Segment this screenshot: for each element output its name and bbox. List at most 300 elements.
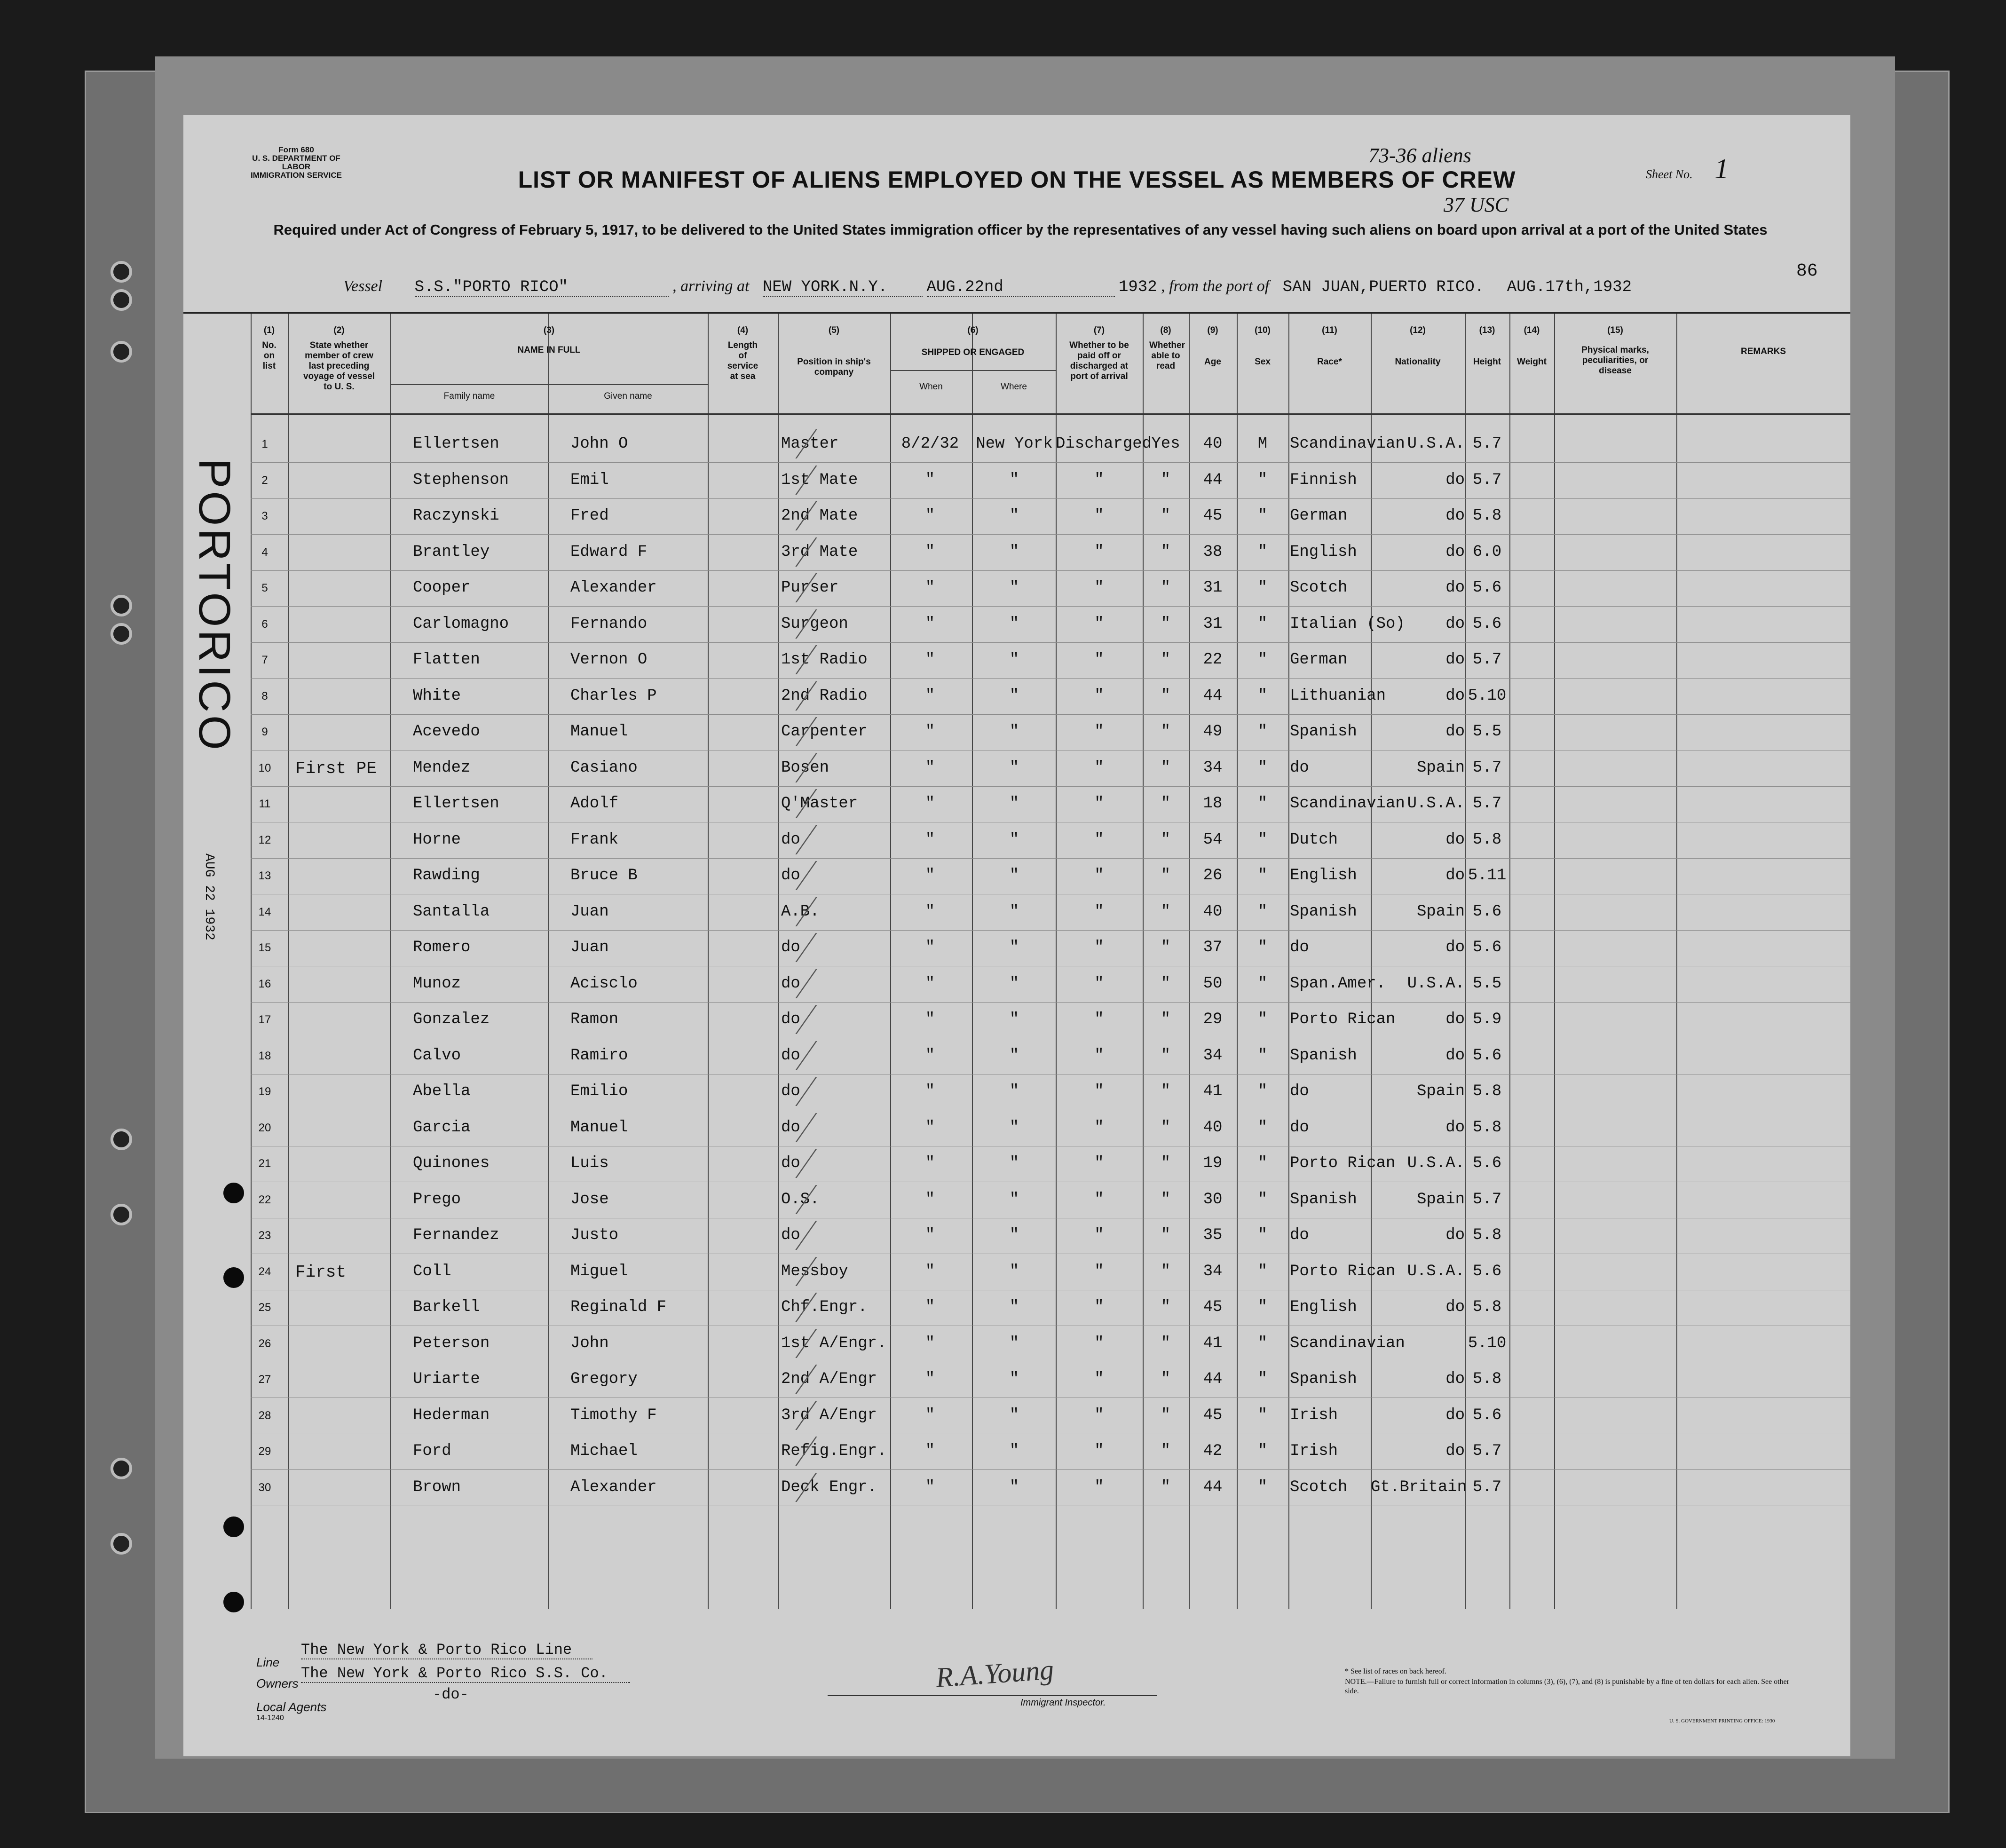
row-number: 1 xyxy=(261,438,268,450)
shipped-where: " xyxy=(1009,1046,1019,1065)
age: 37 xyxy=(1203,939,1223,956)
race: do xyxy=(1290,939,1309,956)
colhead-race: (11) Race* xyxy=(1317,325,1342,367)
table-row xyxy=(251,966,1850,1003)
paid-off: " xyxy=(1094,1442,1104,1460)
binder-hole xyxy=(111,1458,132,1479)
family-name: Brown xyxy=(413,1478,461,1496)
able-to-read: Yes xyxy=(1151,435,1180,453)
race: English xyxy=(1290,1298,1357,1316)
sheet-number: 1 xyxy=(1714,153,1729,184)
nationality: do xyxy=(1445,1370,1465,1388)
shipped-subdivider xyxy=(890,370,1056,371)
position: Refig.Engr. xyxy=(781,1442,887,1460)
sex: " xyxy=(1257,1478,1268,1496)
table-row xyxy=(251,535,1850,571)
row-number: 13 xyxy=(258,869,271,882)
position: do xyxy=(781,1046,800,1065)
table-row xyxy=(251,1362,1850,1398)
race: Spanish xyxy=(1290,902,1357,921)
height: 5.10 xyxy=(1468,687,1507,705)
height: 5.5 xyxy=(1472,974,1502,993)
able-to-read: " xyxy=(1161,795,1171,813)
family-name: Quinones xyxy=(413,1154,490,1172)
shipped-where: " xyxy=(1009,939,1019,956)
paid-off: " xyxy=(1094,507,1104,525)
table-row xyxy=(251,426,1850,463)
shipped-where: " xyxy=(1009,1334,1019,1352)
given-name: Ramiro xyxy=(570,1046,628,1065)
previous-voyage: First PE xyxy=(295,758,377,778)
table-row xyxy=(251,822,1850,859)
penalty-note: NOTE.—Failure to furnish full or correct information in columns (3), (6), (7), and (8) is punishable by a fine of ten dollars for each alien. See other side. xyxy=(1345,1678,1790,1695)
shipped-where: " xyxy=(1009,543,1019,561)
able-to-read: " xyxy=(1161,1118,1171,1137)
able-to-read: " xyxy=(1161,974,1171,993)
shipped-where: " xyxy=(1009,1011,1019,1028)
shipped-when: " xyxy=(925,651,935,669)
position: 1st Mate xyxy=(781,471,858,489)
shipped-where: " xyxy=(1009,1226,1019,1244)
nationality: do xyxy=(1445,1298,1465,1316)
colhead-where: Where xyxy=(1001,382,1027,392)
shipped-when: " xyxy=(925,1298,935,1316)
sex: " xyxy=(1257,471,1268,489)
position: 1st Radio xyxy=(781,651,868,669)
row-number: 3 xyxy=(261,510,268,522)
given-name: Edward F xyxy=(570,543,648,561)
position: Deck Engr. xyxy=(781,1478,877,1496)
age: 49 xyxy=(1203,723,1223,741)
printer-note: U. S. GOVERNMENT PRINTING OFFICE: 1930 xyxy=(1669,1718,1775,1724)
given-name: Bruce B xyxy=(570,867,638,885)
sex: " xyxy=(1257,507,1268,525)
vessel-stamp: PORTORICO xyxy=(190,458,239,753)
position: Purser xyxy=(781,579,839,597)
table-row xyxy=(251,714,1850,750)
able-to-read: " xyxy=(1161,902,1171,921)
shipped-when: " xyxy=(925,471,935,489)
handwritten-annotation: 73-36 aliens xyxy=(1368,144,1471,167)
nationality: do xyxy=(1445,543,1465,561)
sex: M xyxy=(1257,435,1268,453)
row-number: 19 xyxy=(258,1085,271,1098)
position: do xyxy=(781,1082,800,1100)
nationality: do xyxy=(1445,579,1465,597)
age: 31 xyxy=(1203,579,1223,597)
shipped-where: " xyxy=(1009,902,1019,921)
paid-off: " xyxy=(1094,939,1104,956)
table-row xyxy=(251,1290,1850,1326)
paid-off: " xyxy=(1094,1226,1104,1244)
race: English xyxy=(1290,543,1357,561)
row-number: 26 xyxy=(258,1337,271,1350)
sex: " xyxy=(1257,1334,1268,1352)
nationality: U.S.A. xyxy=(1407,974,1465,993)
nationality: U.S.A. xyxy=(1407,435,1465,453)
height: 5.8 xyxy=(1472,1298,1502,1316)
family-name: Raczynski xyxy=(413,507,499,525)
height: 6.0 xyxy=(1472,543,1502,561)
family-name: Prego xyxy=(413,1190,461,1208)
family-name: Hederman xyxy=(413,1406,490,1424)
shipped-when: " xyxy=(925,1118,935,1137)
position: 2nd Radio xyxy=(781,687,868,705)
sex: " xyxy=(1257,579,1268,597)
colhead-sex: (10) Sex xyxy=(1255,325,1271,367)
position: do xyxy=(781,867,800,885)
race: Italian (So) xyxy=(1290,615,1405,633)
row-number: 20 xyxy=(258,1121,271,1134)
table-row xyxy=(251,463,1850,499)
race: German xyxy=(1290,507,1348,525)
height: 5.6 xyxy=(1472,939,1502,956)
shipped-where: " xyxy=(1009,1154,1019,1172)
position: Carpenter xyxy=(781,723,868,741)
shipped-where: " xyxy=(1009,1478,1019,1496)
paid-off: " xyxy=(1094,974,1104,993)
position: Surgeon xyxy=(781,615,848,633)
table-row xyxy=(251,570,1850,607)
given-name: Juan xyxy=(570,902,609,921)
row-number: 22 xyxy=(258,1193,271,1206)
race: Lithuanian xyxy=(1290,687,1386,705)
height: 5.10 xyxy=(1468,1334,1507,1352)
shipped-where: " xyxy=(1009,1442,1019,1460)
given-name: Juan xyxy=(570,939,609,956)
race: Spanish xyxy=(1290,1190,1357,1208)
family-name: Mendez xyxy=(413,758,471,777)
sex: " xyxy=(1257,1262,1268,1280)
shipped-where: " xyxy=(1009,758,1019,777)
height: 5.9 xyxy=(1472,1011,1502,1028)
given-name: Manuel xyxy=(570,723,628,741)
able-to-read: " xyxy=(1161,1190,1171,1208)
nationality: Spain xyxy=(1416,1082,1465,1100)
shipped-when: " xyxy=(925,1046,935,1065)
row-number: 4 xyxy=(261,545,268,559)
binder-hole xyxy=(111,261,132,283)
able-to-read: " xyxy=(1161,1298,1171,1316)
age: 44 xyxy=(1203,471,1223,489)
nationality: do xyxy=(1445,1046,1465,1065)
given-name: Ramon xyxy=(570,1011,619,1028)
family-name: Santalla xyxy=(413,902,490,921)
nationality: U.S.A. xyxy=(1407,1262,1465,1280)
shipped-when: " xyxy=(925,1406,935,1424)
shipped-when: " xyxy=(925,1190,935,1208)
family-name: Ford xyxy=(413,1442,451,1460)
nationality: do xyxy=(1445,867,1465,885)
sex: " xyxy=(1257,758,1268,777)
sex: " xyxy=(1257,723,1268,741)
position: Master xyxy=(781,435,839,453)
position: do xyxy=(781,974,800,993)
nationality: do xyxy=(1445,1011,1465,1028)
paid-off: " xyxy=(1094,1046,1104,1065)
paid-off: " xyxy=(1094,471,1104,489)
departure-port: SAN JUAN,PUERTO RICO. xyxy=(1282,278,1485,296)
height: 5.7 xyxy=(1472,795,1502,813)
position: do xyxy=(781,1118,800,1137)
paid-off: " xyxy=(1094,1406,1104,1424)
sex: " xyxy=(1257,651,1268,669)
binder-hole xyxy=(111,341,132,363)
colhead-paid-off: (7) Whether to be paid off or discharged at port of arrival xyxy=(1069,325,1129,381)
paid-off: " xyxy=(1094,1262,1104,1280)
given-name: Alexander xyxy=(570,579,657,597)
age: 34 xyxy=(1203,758,1223,777)
shipped-when: " xyxy=(925,1154,935,1172)
agents-label: Local Agents xyxy=(256,1700,327,1714)
shipped-when: " xyxy=(925,795,935,813)
table-row xyxy=(251,1038,1850,1074)
height: 5.5 xyxy=(1472,723,1502,741)
row-number: 9 xyxy=(261,726,268,738)
race: do xyxy=(1290,758,1309,777)
nationality: do xyxy=(1445,687,1465,705)
colhead-previous-voyage: (2) State whether member of crew last preceding voyage of vessel to U. S. xyxy=(303,325,375,392)
family-name: Romero xyxy=(413,939,471,956)
manifest-subtitle: Required under Act of Congress of February 5, 1917, to be delivered to the United States immigration officer by the representatives of any vessel having such aliens on board upon arrival at a port of the United States xyxy=(273,221,1768,238)
height: 5.7 xyxy=(1472,471,1502,489)
given-name: Emil xyxy=(570,471,609,489)
height: 5.6 xyxy=(1472,1406,1502,1424)
height: 5.7 xyxy=(1472,1442,1502,1460)
shipped-where: " xyxy=(1009,830,1019,849)
race: Dutch xyxy=(1290,830,1338,849)
nationality: do xyxy=(1445,830,1465,849)
nationality: Gt.Britain xyxy=(1371,1478,1467,1496)
able-to-read: " xyxy=(1161,507,1171,525)
given-name: Manuel xyxy=(570,1118,628,1137)
shipped-where: " xyxy=(1009,1370,1019,1388)
able-to-read: " xyxy=(1161,651,1171,669)
line-value: The New York & Porto Rico Line xyxy=(301,1641,592,1659)
shipped-when: " xyxy=(925,507,935,525)
colhead-age: (9) Age xyxy=(1204,325,1221,367)
age: 41 xyxy=(1203,1082,1223,1100)
shipped-when: " xyxy=(925,1226,935,1244)
paid-off: " xyxy=(1094,830,1104,849)
nationality: do xyxy=(1445,1442,1465,1460)
family-name: Calvo xyxy=(413,1046,461,1065)
shipped-where: " xyxy=(1009,471,1019,489)
table-row xyxy=(251,607,1850,643)
crew-table xyxy=(183,312,1850,1609)
shipped-where: " xyxy=(1009,1406,1019,1424)
sex: " xyxy=(1257,543,1268,561)
shipped-when: " xyxy=(925,1442,935,1460)
position: do xyxy=(781,1226,800,1244)
colhead-name: (3) NAME IN FULL xyxy=(517,325,581,355)
colhead-given-name: Given name xyxy=(604,391,652,401)
binder-hole xyxy=(111,1129,132,1150)
age: 50 xyxy=(1203,974,1223,993)
height: 5.6 xyxy=(1472,1262,1502,1280)
family-name: Fernandez xyxy=(413,1226,499,1244)
race: Spanish xyxy=(1290,723,1357,741)
paid-off: " xyxy=(1094,723,1104,741)
given-name: Casiano xyxy=(570,758,638,777)
age: 45 xyxy=(1203,1298,1223,1316)
paid-off: " xyxy=(1094,543,1104,561)
form-identifier: Form 680 U. S. DEPARTMENT OF LABOR IMMIGRATION SERVICE xyxy=(251,145,342,180)
row-number: 15 xyxy=(258,941,271,954)
sex: " xyxy=(1257,1370,1268,1388)
colhead-remarks: REMARKS xyxy=(1740,347,1786,356)
sex: " xyxy=(1257,830,1268,849)
able-to-read: " xyxy=(1161,1154,1171,1172)
position: Bosen xyxy=(781,758,829,777)
position: O.S. xyxy=(781,1190,820,1208)
paid-off: " xyxy=(1094,687,1104,705)
height: 5.7 xyxy=(1472,651,1502,669)
age: 54 xyxy=(1203,830,1223,849)
arrival-port: NEW YORK.N.Y. xyxy=(763,278,923,297)
family-name: Garcia xyxy=(413,1118,471,1137)
table-row xyxy=(251,1218,1850,1254)
row-number: 10 xyxy=(258,761,271,774)
able-to-read: " xyxy=(1161,830,1171,849)
row-number: 28 xyxy=(258,1409,271,1422)
race: Scotch xyxy=(1290,579,1348,597)
race: Irish xyxy=(1290,1406,1338,1424)
arrival-year: 1932 xyxy=(1119,278,1157,296)
colhead-weight: (14) Weight xyxy=(1517,325,1547,367)
table-row xyxy=(251,1074,1850,1110)
vessel-line: Vessel S.S."PORTO RICO" , arriving at NEW YORK.N.Y. AUG.22nd 1932 , from the port of SAN JUAN,PUERTO RICO. AUG.17th,1932 xyxy=(343,277,1632,296)
able-to-read: " xyxy=(1161,1262,1171,1280)
table-row xyxy=(251,750,1850,787)
shipped-when: " xyxy=(925,758,935,777)
nationality: do xyxy=(1445,1406,1465,1424)
line-label: Line xyxy=(256,1655,280,1669)
race: Porto Rican xyxy=(1290,1011,1396,1028)
row-number: 17 xyxy=(258,1013,271,1026)
agents-code: 14-1240 xyxy=(256,1714,284,1722)
age: 29 xyxy=(1203,1011,1223,1028)
table-row xyxy=(251,642,1850,679)
manifest-title: LIST OR MANIFEST OF ALIENS EMPLOYED ON THE VESSEL AS MEMBERS OF CREW xyxy=(518,166,1516,193)
colhead-physical-marks: (15) Physical marks, peculiarities, or disease xyxy=(1581,325,1649,376)
family-name: White xyxy=(413,687,461,705)
paid-off: " xyxy=(1094,902,1104,921)
family-name: Munoz xyxy=(413,974,461,993)
row-number: 12 xyxy=(258,833,271,846)
family-name: Coll xyxy=(413,1262,451,1280)
race: German xyxy=(1290,651,1348,669)
height: 5.7 xyxy=(1472,758,1502,777)
shipped-when: " xyxy=(925,1082,935,1100)
nationality: U.S.A. xyxy=(1407,1154,1465,1172)
shipped-when: " xyxy=(925,615,935,633)
family-name: Rawding xyxy=(413,867,480,885)
height: 5.11 xyxy=(1468,867,1507,885)
able-to-read: " xyxy=(1161,1478,1171,1496)
table-row xyxy=(251,1326,1850,1362)
able-to-read: " xyxy=(1161,1046,1171,1065)
paid-off: " xyxy=(1094,651,1104,669)
sex: " xyxy=(1257,1011,1268,1028)
table-row xyxy=(251,1182,1850,1218)
age: 45 xyxy=(1203,507,1223,525)
paid-off: Discharged xyxy=(1056,435,1152,453)
sex: " xyxy=(1257,1082,1268,1100)
given-name: John xyxy=(570,1334,609,1352)
race: Porto Rican xyxy=(1290,1262,1396,1280)
nationality: do xyxy=(1445,1226,1465,1244)
colhead-service-length: (4) Length of service at sea xyxy=(727,325,758,381)
table-row xyxy=(251,1470,1850,1506)
race: Scotch xyxy=(1290,1478,1348,1496)
able-to-read: " xyxy=(1161,615,1171,633)
family-name: Ellertsen xyxy=(413,795,499,813)
family-name: Horne xyxy=(413,830,461,849)
row-number: 24 xyxy=(258,1265,271,1278)
race: Porto Rican xyxy=(1290,1154,1396,1172)
inspector-line xyxy=(828,1695,1157,1696)
able-to-read: " xyxy=(1161,758,1171,777)
table-row xyxy=(251,930,1850,966)
given-name: Timothy F xyxy=(570,1406,657,1424)
paid-off: " xyxy=(1094,1190,1104,1208)
shipped-when: " xyxy=(925,1334,935,1352)
date-stamp: AUG 22 1932 xyxy=(202,853,216,940)
position: 2nd A/Engr xyxy=(781,1370,877,1388)
able-to-read: " xyxy=(1161,543,1171,561)
nationality: Spain xyxy=(1416,902,1465,921)
age: 40 xyxy=(1203,1118,1223,1137)
colhead-nationality: (12) Nationality xyxy=(1395,325,1441,367)
nationality: do xyxy=(1445,507,1465,525)
age: 26 xyxy=(1203,867,1223,885)
age: 35 xyxy=(1203,1226,1223,1244)
shipped-when: " xyxy=(925,939,935,956)
colhead-position: (5) Position in ship's company xyxy=(797,325,871,377)
sex: " xyxy=(1257,687,1268,705)
sheet-number-label: Sheet No. 1 xyxy=(1646,153,1729,184)
sex: " xyxy=(1257,1406,1268,1424)
height: 5.6 xyxy=(1472,615,1502,633)
paid-off: " xyxy=(1094,1478,1104,1496)
shipped-when: 8/2/32 xyxy=(901,435,959,453)
shipped-where: " xyxy=(1009,1118,1019,1137)
height: 5.8 xyxy=(1472,830,1502,849)
given-name: Gregory xyxy=(570,1370,638,1388)
sex: " xyxy=(1257,867,1268,885)
family-name: Uriarte xyxy=(413,1370,480,1388)
family-name: Acevedo xyxy=(413,723,480,741)
shipped-when: " xyxy=(925,543,935,561)
shipped-where: " xyxy=(1009,1082,1019,1100)
shipped-when: " xyxy=(925,723,935,741)
row-number: 30 xyxy=(258,1481,271,1494)
row-number: 18 xyxy=(258,1049,271,1062)
shipped-when: " xyxy=(925,867,935,885)
colhead-family-name: Family name xyxy=(443,391,495,401)
given-name: Fred xyxy=(570,507,609,525)
colhead-shipped: (6) SHIPPED OR ENGAGED xyxy=(921,325,1025,357)
height: 5.7 xyxy=(1472,435,1502,453)
able-to-read: " xyxy=(1161,1226,1171,1244)
nationality: do xyxy=(1445,471,1465,489)
race: Scandinavian xyxy=(1290,795,1405,813)
row-number: 6 xyxy=(261,617,268,631)
age: 30 xyxy=(1203,1190,1223,1208)
given-name: Emilio xyxy=(570,1082,628,1100)
manifest-sheet xyxy=(183,115,1850,1756)
